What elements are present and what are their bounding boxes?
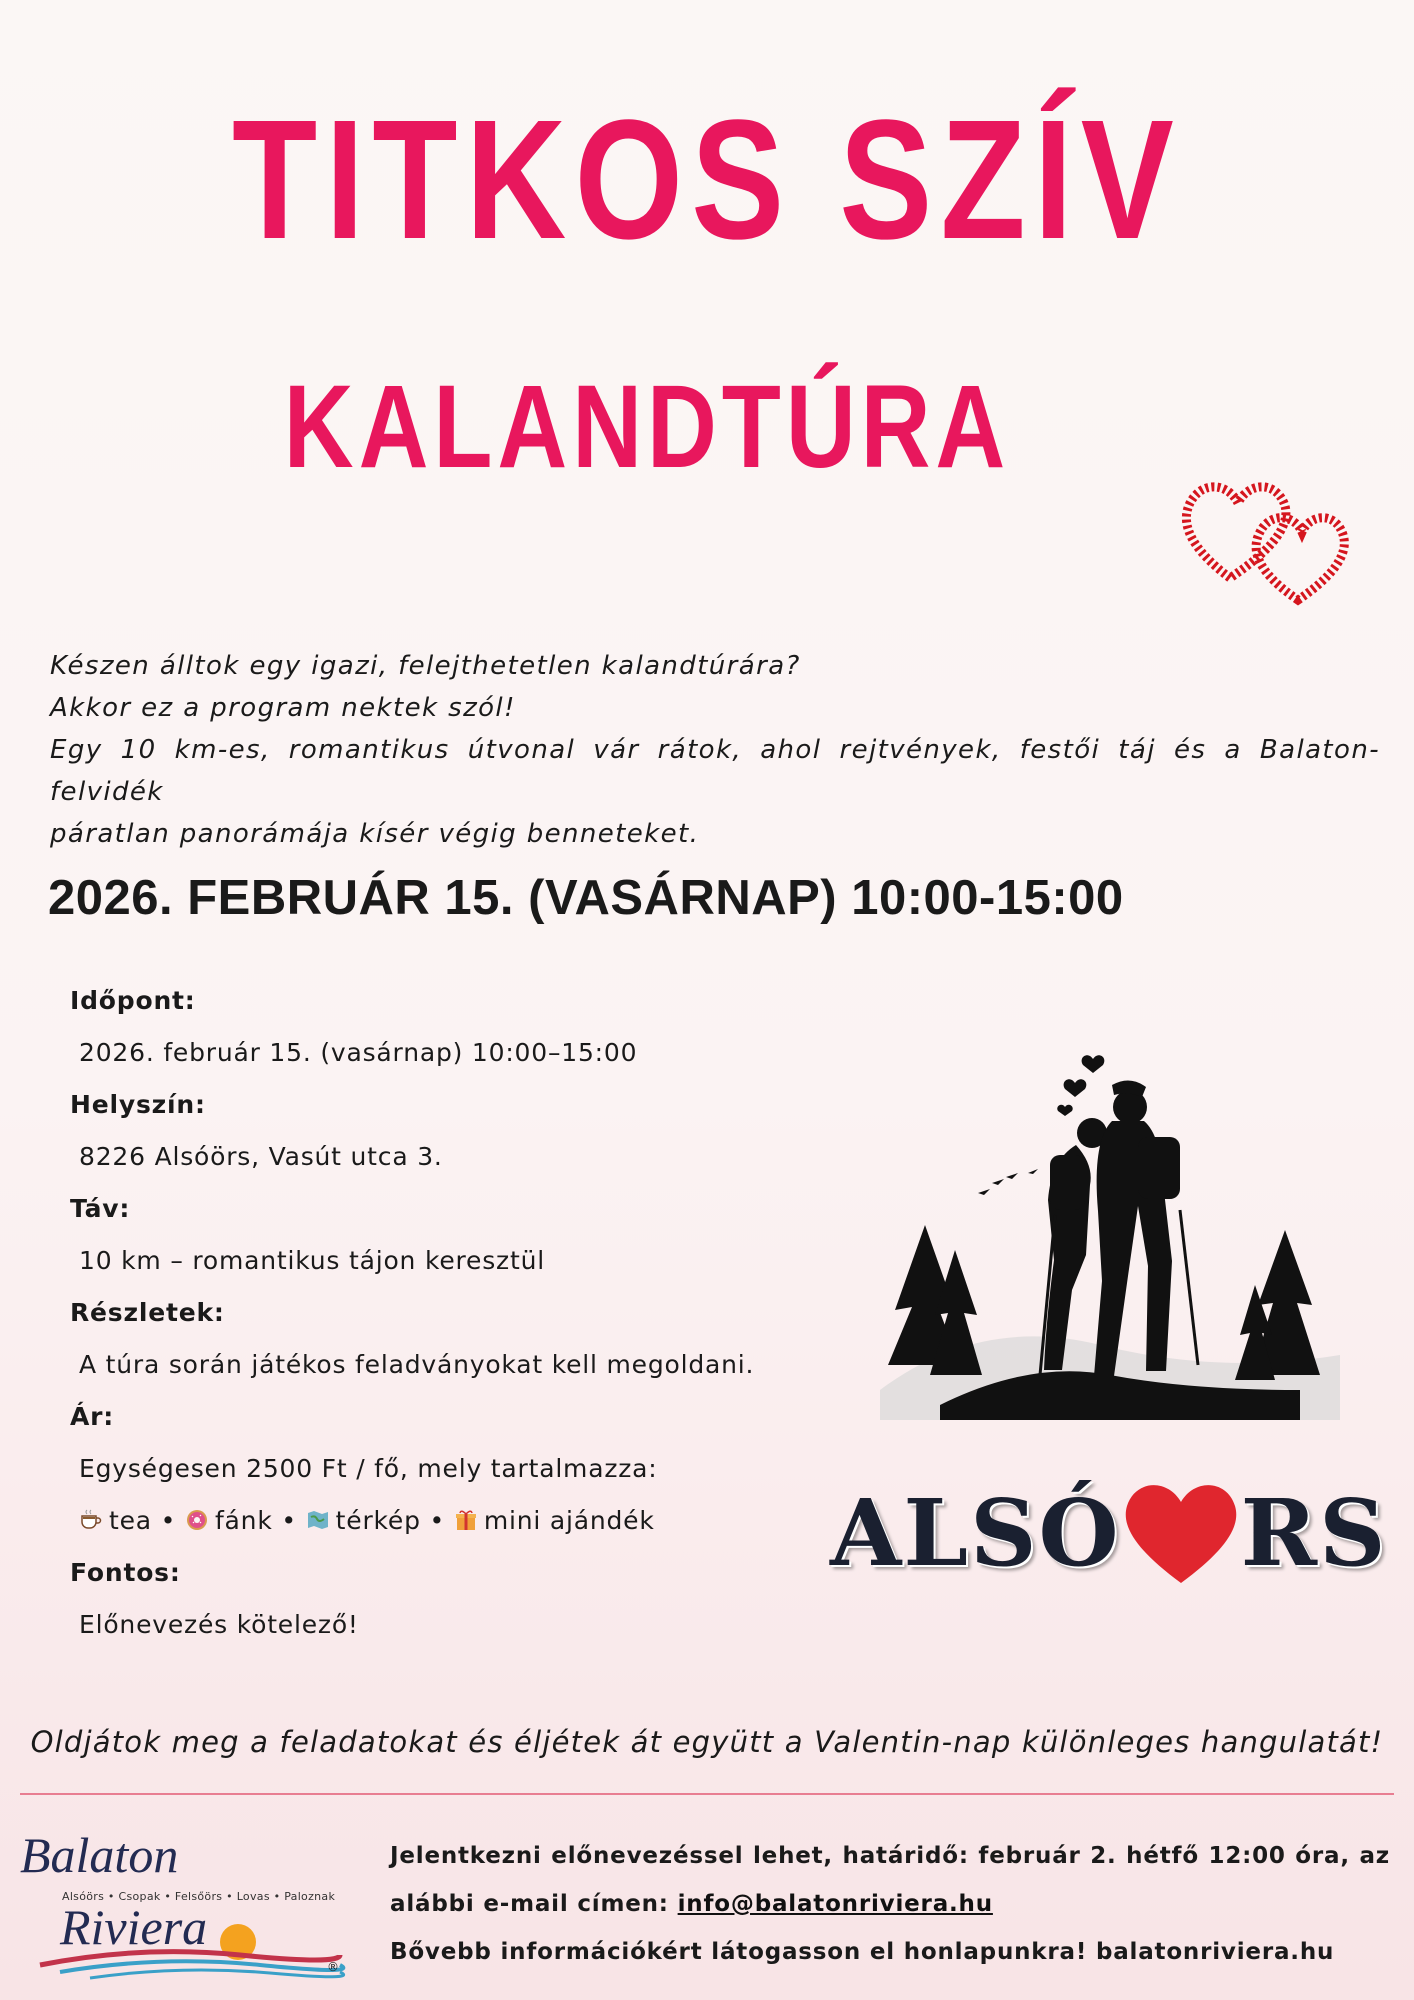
brand-towns: Alsóörs • Csopak • Felsőörs • Lovas • Paloznak	[62, 1890, 336, 1903]
footer-line-2	[390, 1880, 1390, 1928]
time-value: 2026. február 15. (vasárnap) 10:00–15:00	[79, 1038, 638, 1067]
double-heart-icon	[1180, 468, 1350, 608]
time-label: Időpont:	[70, 986, 196, 1015]
alsoors-logo	[830, 1460, 1388, 1590]
price-includes	[70, 1502, 810, 1554]
title-line-2: KALANDTÚRA	[283, 361, 1011, 493]
intro-line: páratlan panorámája kísér végig benneteket.	[50, 819, 700, 849]
price-value: Egységesen 2500 Ft / fő, mely tartalmazza:	[79, 1454, 658, 1483]
intro-line: Akkor ez a program nektek szól!	[50, 693, 516, 723]
alsoors-logo-text-left: ALSÓ	[830, 1479, 1121, 1588]
place-label: Helyszín:	[70, 1090, 206, 1119]
date-heading: 2026. FEBRUÁR 15. (VASÁRNAP) 10:00-15:00	[48, 871, 1124, 925]
intro-line: Egy 10 km-es, romantikus útvonal vár rátok, ahol rejtvények, festői táj és a Balaton-felvidék	[50, 735, 1380, 807]
footer-email-prefix: alábbi e-mail címen:	[390, 1891, 669, 1917]
info-value: A túra során játékos feladványokat kell megoldani.	[79, 1350, 755, 1379]
donut-icon	[185, 1508, 209, 1532]
intro-line: Készen álltok egy igazi, felejthetetlen kalandtúrára?	[50, 651, 801, 681]
map-text: térkép	[335, 1506, 421, 1535]
registered-mark: ®	[327, 1960, 339, 1974]
bullet: •	[281, 1506, 297, 1535]
donut-text: fánk	[214, 1506, 273, 1535]
place-value: 8226 Alsóörs, Vasút utca 3.	[79, 1142, 443, 1171]
title-line-1: TITKOS SZÍV	[232, 85, 1182, 275]
important-value: Előnevezés kötelező!	[79, 1610, 359, 1639]
brand-line-1: Balaton	[20, 1827, 179, 1883]
footer-line-3: Bővebb információkért látogasson el honlapunkra! balatonriviera.hu	[390, 1939, 1335, 1965]
alsoors-logo-text-right: RS	[1240, 1479, 1388, 1588]
email-link[interactable]: info@balatonriviera.hu	[677, 1891, 993, 1917]
bullet: •	[160, 1506, 177, 1535]
info-label: Részletek:	[70, 1298, 225, 1327]
event-details	[70, 982, 810, 1658]
sun-waves-icon	[20, 1910, 350, 1980]
brand-line-2: Riviera	[60, 1899, 208, 1955]
gift-icon	[454, 1508, 478, 1532]
bullet: •	[429, 1506, 446, 1535]
divider	[20, 1793, 1394, 1795]
footer-info	[390, 1832, 1390, 1976]
heart-icon	[1121, 1478, 1241, 1588]
tea-text: tea	[109, 1506, 152, 1535]
map-icon	[306, 1508, 330, 1532]
closing-text: Oldjátok meg a feladatokat és éljétek át együtt a Valentin-nap különleges hangulatát!	[30, 1725, 1384, 1759]
intro-text	[50, 645, 1380, 855]
price-label: Ár:	[70, 1402, 115, 1431]
gift-text: mini ajándék	[483, 1506, 655, 1535]
distance-value: 10 km – romantikus tájon keresztül	[79, 1246, 545, 1275]
tea-cup-icon	[79, 1508, 103, 1532]
distance-label: Táv:	[70, 1194, 131, 1223]
balaton-riviera-logo	[20, 1827, 350, 1980]
hiking-couple-illustration	[880, 1045, 1340, 1420]
footer-line-1: Jelentkezni előnevezéssel lehet, határidő: február 2. hétfő 12:00 óra, az	[390, 1843, 1390, 1869]
important-label: Fontos:	[70, 1558, 181, 1587]
